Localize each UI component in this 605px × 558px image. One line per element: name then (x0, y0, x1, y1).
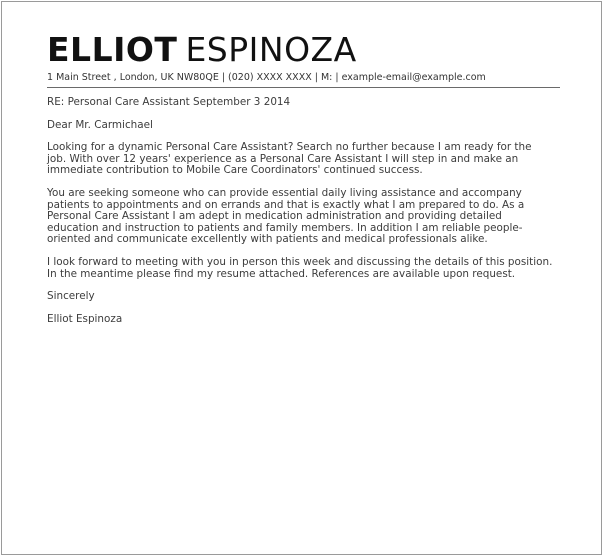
closing: Sincerely (47, 290, 95, 303)
letter-page (1, 1, 602, 555)
paragraph-line: In the meantime please find my resume attached. References are available upon request. (47, 267, 516, 280)
contact-line: 1 Main Street , London, UK NW80QE | (020) XXXX XXXX | M: | example-email@example.com (47, 72, 560, 88)
signature-name: Elliot Espinoza (47, 312, 123, 325)
paragraph-line: Personal Care Assistant I am adept in medication administration and providing detailed (47, 210, 502, 223)
salutation: Dear Mr. Carmichael (47, 118, 153, 131)
body-paragraph-2 (47, 188, 567, 246)
paragraph-line: oriented and communicate excellently with patients and medical professionals alike. (47, 233, 488, 246)
paragraph-line: Looking for a dynamic Personal Care Assistant? Search no further because I am ready for the (47, 141, 532, 154)
paragraph-line: education and instruction to patients and family members. In addition I am reliable people- (47, 221, 523, 234)
sender-last-name: ESPINOZA (185, 30, 357, 69)
body-paragraph-3 (47, 257, 567, 280)
sender-first-name: ELLIOT (47, 30, 178, 69)
paragraph-line: You are seeking someone who can provide essential daily living assistance and accompany (47, 186, 522, 199)
paragraph-line: patients to appointments and on errands and that is exactly what I am prepared to do. As a (47, 198, 525, 211)
paragraph-line: I look forward to meeting with you in person this week and discussing the details of this position. (47, 255, 553, 268)
paragraph-line: job. With over 12 years' experience as a Personal Care Assistant I will step in and make an (47, 152, 519, 165)
sender-name (47, 32, 567, 68)
subject-line: RE: Personal Care Assistant September 3 2014 (47, 96, 291, 108)
letter-content (47, 32, 567, 325)
body-paragraph-1 (47, 142, 567, 177)
paragraph-line: immediate contribution to Mobile Care Coordinators' continued success. (47, 164, 423, 177)
